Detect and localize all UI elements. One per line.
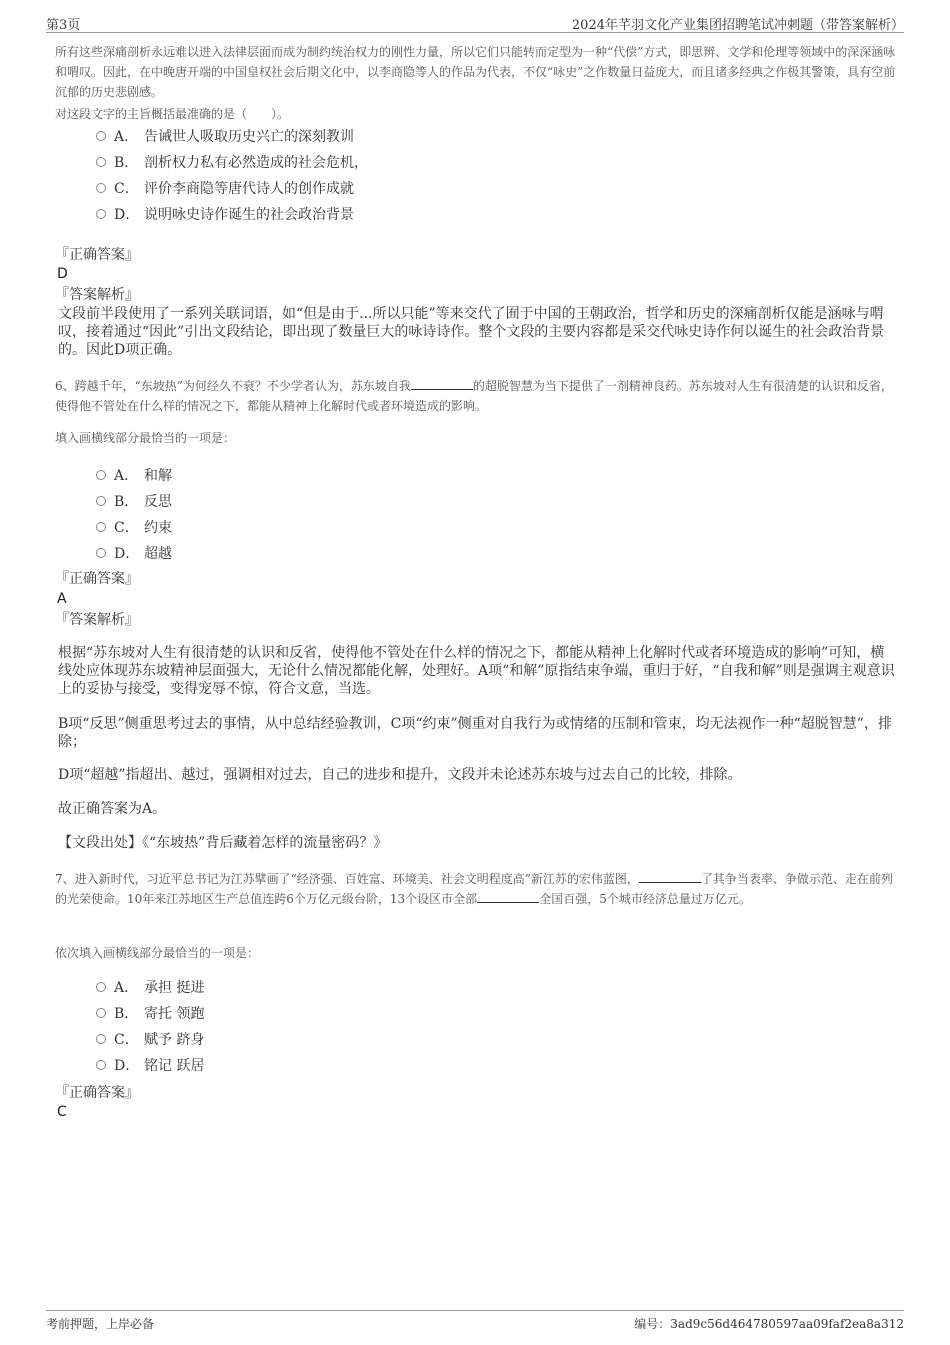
q6-options (96, 463, 596, 567)
q6-option-a[interactable]: A． 和解 (96, 463, 596, 489)
q7-option-d[interactable]: D． 铭记 跃居 (96, 1053, 596, 1079)
radio-icon[interactable] (96, 131, 106, 141)
q5-options (96, 124, 596, 228)
q7-option-c[interactable]: C． 赋予 跻身 (96, 1027, 596, 1053)
q6-analysis-3: D项“超越”指超出、越过，强调相对过去，自己的进步和提升，文段并未论述苏东坡与过去自己的比较，排除。 (58, 767, 742, 783)
radio-icon[interactable] (96, 183, 106, 193)
q6-analysis-label: 『答案解析』 (55, 612, 139, 628)
q7-option-b[interactable]: B． 寄托 领跑 (96, 1001, 596, 1027)
q6-option-c[interactable]: C． 约束 (96, 515, 596, 541)
q5-analysis: 文段前半段使用了一系列关联词语，如“但是由于...所以只能”等来交代了囿于中国的王朝政治，哲学和历史的深痛剖析仅能是涵咏与喟叹，接着通过“因此”引出文段结论，即出现了数量巨大的咏诗诗作。整个文段的主要内容都是采交代咏史诗作何以诞生的社会政治背景的。因此D项正确。 (58, 306, 885, 358)
fill-blank (639, 870, 701, 883)
q6-analysis-2: B项“反思”侧重思考过去的事情，从中总结经验教训，C项“约束”侧重对自我行为或情绪的压制和管束，均无法视作一种“超脱智慧”，排除； (58, 716, 892, 750)
radio-icon[interactable] (96, 982, 106, 992)
radio-icon[interactable] (96, 1008, 106, 1018)
q5-option-b[interactable]: B． 剖析权力私有必然造成的社会危机， (96, 150, 596, 176)
fill-blank (411, 377, 473, 390)
radio-icon[interactable] (96, 209, 106, 219)
page-header (46, 14, 904, 33)
q7-answer: C (57, 1104, 67, 1120)
q5-option-d[interactable]: D． 说明咏史诗作诞生的社会政治背景 (96, 202, 596, 228)
page-number: 第3页 (46, 18, 81, 33)
q6-option-b[interactable]: B． 反思 (96, 489, 596, 515)
q7-answer-label: 『正确答案』 (55, 1085, 139, 1101)
q5-option-a[interactable]: A． 告诫世人吸取历史兴亡的深刻教训 (96, 124, 596, 150)
page-footer (46, 1310, 904, 1331)
radio-icon[interactable] (96, 157, 106, 167)
radio-icon[interactable] (96, 1060, 106, 1070)
q6-prompt: 填入画横线部分最恰当的一项是： (55, 431, 236, 445)
q5-option-c[interactable]: C． 评价李商隐等唐代诗人的创作成就 (96, 176, 596, 202)
q5-answer: D (57, 266, 68, 282)
q6-analysis-4: 故正确答案为A。 (58, 801, 167, 817)
document-title: 2024年芊羽文化产业集团招聘笔试冲刺题（带答案解析） (571, 18, 904, 33)
q6-stem: 6、跨越千年，“东坡热”为何经久不衰？不少学者认为，苏东坡自我 的超脱智慧为当下提供了一剂精神良药。苏东坡对人生有很清楚的认识和反省，使得他不管处在什么样的情况之下，都能从精神上化解时代或者环境造成的影响。 (55, 379, 893, 413)
q5-answer-label: 『正确答案』 (55, 247, 139, 263)
q6-option-d[interactable]: D． 超越 (96, 541, 596, 567)
q6-answer: A (57, 591, 67, 607)
q7-options (96, 975, 596, 1079)
radio-icon[interactable] (96, 470, 106, 480)
q6-source: 【文段出处】《“东坡热”背后藏着怎样的流量密码？》 (58, 835, 388, 851)
document-id: 编号：3ad9c56d464780597aa09faf2ea8a312 (634, 1317, 904, 1331)
q7-option-a[interactable]: A． 承担 挺进 (96, 975, 596, 1001)
q7-prompt: 依次填入画横线部分最恰当的一项是： (55, 946, 260, 960)
radio-icon[interactable] (96, 496, 106, 506)
radio-icon[interactable] (96, 548, 106, 558)
radio-icon[interactable] (96, 1034, 106, 1044)
q6-analysis-1: 根据“苏东坡对人生有很清楚的认识和反省，使得他不管处在什么样的情况之下，都能从精神上化解时代或者环境造成的影响”可知，横线处应体现苏东坡精神层面强大，无论什么情况都能化解，处理好。A项“和解”原指结束争端，重归于好，“自我和解”则是强调主观意识上的妥协与接受，变得宠辱不惊，符合文意，当选。 (58, 645, 895, 697)
fill-blank (477, 890, 539, 903)
footer-slogan: 考前押题，上岸必备 (46, 1317, 155, 1331)
q5-prompt: 对这段文字的主旨概括最准确的是（ ）。 (55, 107, 290, 121)
q7-stem: 7、进入新时代，习近平总书记为江苏擘画了“经济强、百姓富、环境美、社会文明程度高”新江苏的宏伟蓝图， 了其争当表率、争做示范、走在前列的光荣使命。10年来江苏地区生产总值连跨6个万亿元级台阶，13个设区市全部 全国百强，5个城市经济总量过万亿元。 (55, 872, 893, 906)
q5-analysis-label: 『答案解析』 (55, 287, 139, 303)
q6-answer-label: 『正确答案』 (55, 571, 139, 587)
q5-passage: 所有这些深痛剖析永远难以进入法律层面而成为制约统治权力的刚性力量，所以它们只能转而定型为一种“代偿”方式，即思辨、文学和伦理等领域中的深深涵咏和喟叹。因此，在中晚唐开端的中国皇权社会后期文化中，以李商隐等人的作品为代表，不仅“咏史”之作数量日益庞大，而且诸多经典之作极其警策，具有空前沉郁的历史悲剧感。 (55, 45, 896, 99)
radio-icon[interactable] (96, 522, 106, 532)
